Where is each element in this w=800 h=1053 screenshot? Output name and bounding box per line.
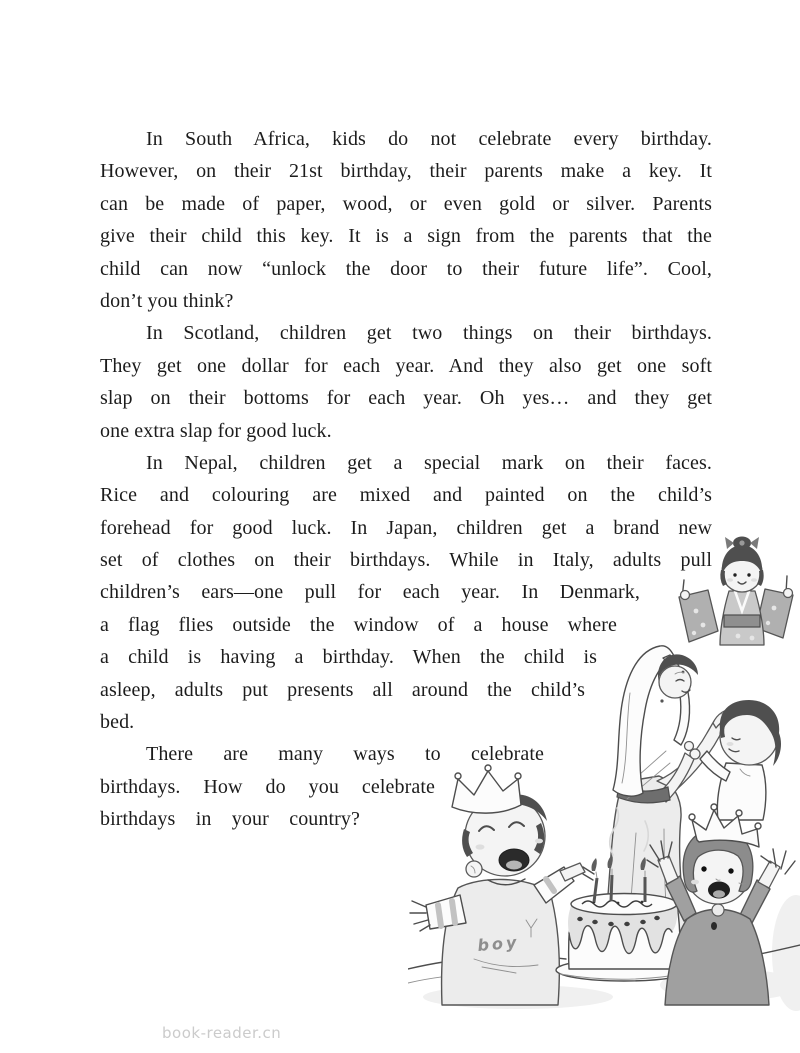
- text-line: a child is having a birthday. When the child is: [100, 646, 597, 669]
- text-line: child can now “unlock the door to their future life”. Cool,: [100, 257, 712, 280]
- text-line: forehead for good luck. In Japan, children get a brand new: [100, 516, 712, 539]
- birthday-illustration: [408, 533, 800, 1011]
- text-line: don’t you think?: [100, 289, 234, 312]
- text-line: set of clothes on their birthdays. While in Italy, adults pull: [100, 549, 712, 572]
- watermark: book-reader.cn: [162, 1024, 282, 1042]
- text-line: can be made of paper, wood, or even gold or silver. Parents: [100, 192, 712, 215]
- text-line: one extra slap for good luck.: [100, 419, 332, 442]
- text-line: bed.: [100, 711, 135, 734]
- text-line: However, on their 21st birthday, their parents make a key. It: [100, 160, 712, 183]
- text-line: Rice and colouring are mixed and painted on the child’s: [100, 484, 712, 507]
- kimono-girl: [679, 537, 793, 646]
- text-line: children’s ears—one pull for each year. In Denmark,: [100, 581, 640, 604]
- paragraph-scotland: [100, 317, 712, 447]
- text-line: There are many ways to celebrate: [146, 743, 544, 766]
- text-line: give their child this key. It is a sign from the parents that the: [100, 225, 712, 248]
- text-line: In Nepal, children get a special mark on their faces.: [146, 451, 712, 474]
- text-line: slap on their bottoms for each year. Oh yes… and they get: [100, 387, 712, 410]
- text-line: birthdays. How do you celebrate: [100, 775, 435, 798]
- text-line: They get one dollar for each year. And they also get one soft: [100, 354, 712, 377]
- boy-shirt-text: boy: [476, 932, 521, 955]
- text-line: In South Africa, kids do not celebrate every birthday.: [146, 128, 712, 150]
- paragraph-south-africa: [100, 123, 712, 317]
- text-line: In Scotland, children get two things on their birthdays.: [146, 322, 712, 345]
- text-line: asleep, adults put presents all around the child’s: [100, 678, 585, 701]
- text-line: a flag flies outside the window of a house where: [100, 613, 617, 636]
- text-line: birthdays in your country?: [100, 808, 360, 831]
